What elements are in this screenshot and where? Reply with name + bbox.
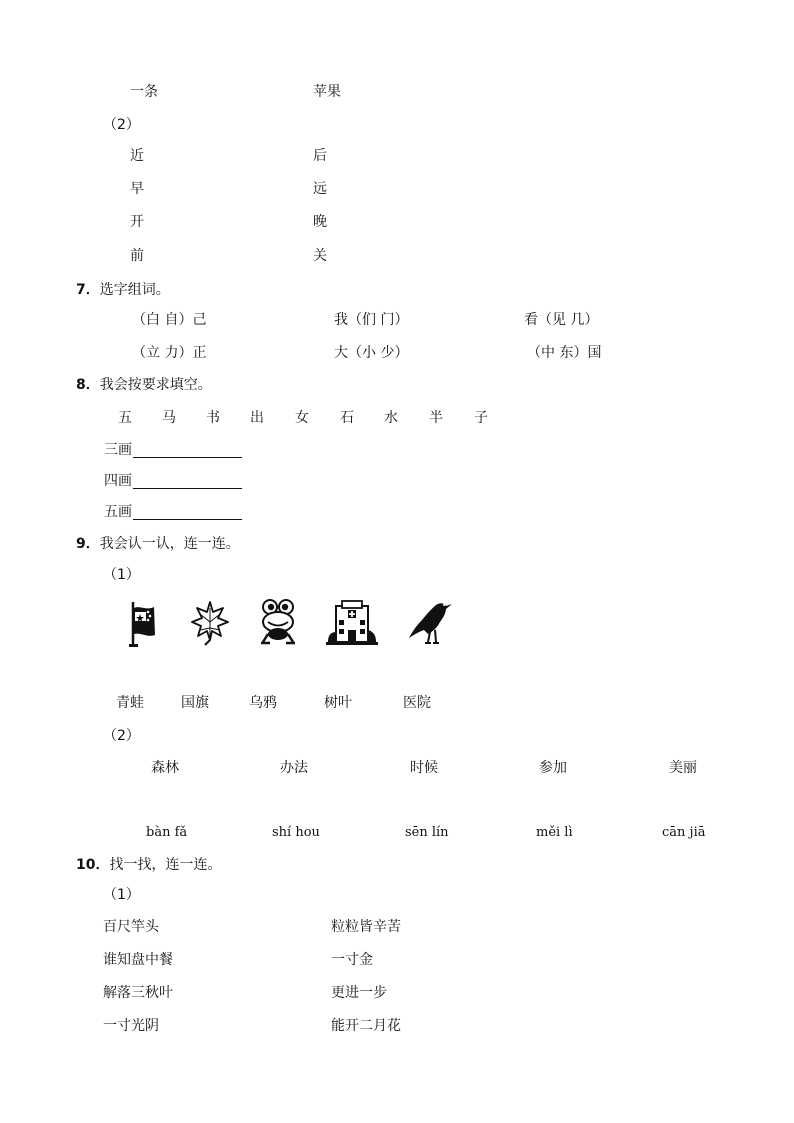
q9-part2-label: （2） — [103, 728, 140, 744]
q8-answer-blank[interactable] — [133, 519, 242, 520]
q6-left-char: 早 — [130, 181, 144, 197]
q7-item: 看（见 几） — [524, 312, 599, 328]
q9-part1-label: （1） — [103, 567, 140, 583]
q8-char: 五 — [118, 410, 132, 426]
q8-char: 石 — [340, 410, 354, 426]
q6-part2-label: （2） — [103, 117, 140, 133]
q9-pinyin: cān jiā — [662, 825, 706, 840]
q8-heading — [76, 376, 212, 394]
q9-heading — [76, 535, 240, 553]
q10-right-phrase: 能开二月花 — [331, 1018, 401, 1034]
q7-item: （立 力）正 — [132, 345, 207, 361]
frog-icon — [258, 598, 298, 646]
q9-pinyin: měi lì — [536, 825, 573, 840]
q8-char: 子 — [474, 410, 488, 426]
q8-answer-blank[interactable] — [133, 457, 242, 458]
q10-part1-label: （1） — [103, 887, 140, 903]
q7-item: （中 东）国 — [527, 345, 602, 361]
q9-picture-word: 青蛙 — [116, 695, 144, 711]
q9-picture-word: 国旗 — [181, 695, 209, 711]
q8-char: 马 — [162, 410, 176, 426]
flag-icon — [126, 600, 160, 648]
q8-number: 8． — [76, 377, 100, 393]
q9-number: 9． — [76, 536, 100, 552]
q7-item: （白 自）己 — [132, 312, 207, 328]
q9-picture-word: 树叶 — [324, 695, 352, 711]
leaf-icon — [190, 600, 230, 646]
q10-title: 找一找，连一连。 — [109, 857, 222, 873]
q9-hanzi: 参加 — [539, 760, 567, 776]
q6-left-char: 前 — [130, 248, 144, 264]
q10-left-phrase: 谁知盘中餐 — [103, 952, 173, 968]
q9-hanzi: 森林 — [151, 760, 179, 776]
q7-item: 大（小 少） — [334, 345, 409, 361]
q6-right-word: 苹果 — [313, 84, 341, 100]
q8-char: 水 — [384, 410, 398, 426]
q7-title: 选字组词。 — [99, 282, 170, 298]
q8-label: 三画 — [104, 442, 132, 458]
q6-right-char: 晚 — [313, 214, 327, 230]
q8-answer-blank[interactable] — [133, 488, 242, 489]
q8-char: 女 — [295, 410, 309, 426]
q7-heading — [76, 281, 170, 299]
q8-title: 我会按要求填空。 — [99, 377, 212, 393]
q8-char: 书 — [206, 410, 220, 426]
q8-char: 出 — [250, 410, 264, 426]
q9-pinyin: shí hou — [272, 825, 320, 840]
q8-label: 五画 — [104, 504, 132, 520]
q10-left-phrase: 百尺竿头 — [103, 919, 159, 935]
q9-pinyin: sēn lín — [405, 825, 449, 840]
q8-label: 四画 — [104, 473, 132, 489]
hospital-icon — [326, 598, 378, 646]
q7-item: 我（们 门） — [334, 312, 409, 328]
q9-hanzi: 美丽 — [669, 760, 697, 776]
q10-right-phrase: 粒粒皆辛苦 — [331, 919, 401, 935]
q9-picture-word: 医院 — [403, 695, 431, 711]
q8-char: 半 — [429, 410, 443, 426]
q10-right-phrase: 更进一步 — [331, 985, 387, 1001]
q9-title: 我会认一认，连一连。 — [99, 536, 240, 552]
crow-icon — [406, 598, 456, 646]
q7-number: 7． — [76, 282, 100, 298]
q10-right-phrase: 一寸金 — [331, 952, 373, 968]
q10-number: 10． — [76, 857, 110, 873]
q9-picture-word: 乌鸦 — [249, 695, 277, 711]
q6-left-word: 一条 — [130, 84, 158, 100]
q6-left-char: 开 — [130, 214, 144, 230]
q9-hanzi: 时候 — [410, 760, 438, 776]
q6-right-char: 后 — [313, 148, 327, 164]
q6-right-char: 远 — [313, 181, 327, 197]
q6-right-char: 关 — [313, 248, 327, 264]
q10-heading — [76, 856, 221, 874]
q9-hanzi: 办法 — [280, 760, 308, 776]
q10-left-phrase: 解落三秋叶 — [103, 985, 173, 1001]
q6-left-char: 近 — [130, 148, 144, 164]
q9-pinyin: bàn fǎ — [146, 825, 188, 840]
q10-left-phrase: 一寸光阴 — [103, 1018, 159, 1034]
